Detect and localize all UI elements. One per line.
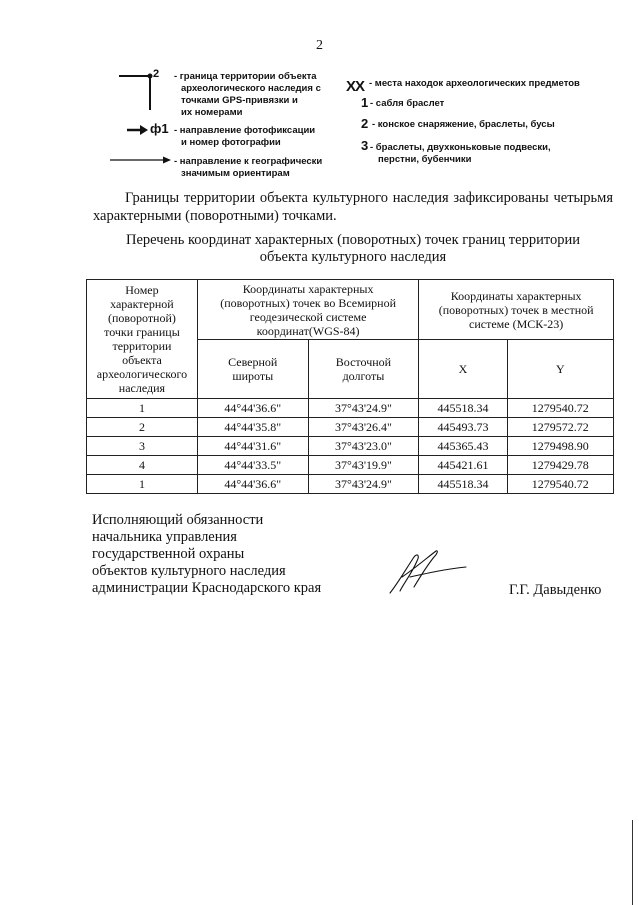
column-header-point-number: Номер характерной (поворотной) точки границы территории объекта археологического наследия bbox=[87, 280, 198, 399]
scan-edge-line bbox=[632, 820, 633, 905]
page-number: 2 bbox=[316, 38, 323, 53]
boundary-legend-text: - граница территории объекта археологического наследия с точками GPS-привязки и их номерами bbox=[174, 71, 321, 118]
finds-item-text: - конское снаряжение, браслеты, бусы bbox=[372, 119, 555, 130]
geo-arrow-icon bbox=[110, 155, 172, 165]
coordinates-table bbox=[86, 279, 614, 494]
handwritten-signature bbox=[384, 547, 474, 597]
finds-item-text: - сабля браслет bbox=[370, 98, 445, 109]
table-title: Перечень координат характерных (поворотных) точек границ территории объекта культурного наследия bbox=[125, 232, 581, 265]
table-row: 2 44°44'35.8" 37°43'26.4" 445493.73 1279572.72 bbox=[87, 418, 614, 437]
finds-item-number: 3 bbox=[361, 138, 369, 153]
signature-block: Исполняющий обязанности начальника управления государственной охраны объектов культурного наследия администрации Краснодарского края bbox=[92, 512, 322, 596]
geo-legend-text: - направление к географически значимым ориентирам bbox=[174, 156, 323, 179]
finds-marker-icon: XX bbox=[346, 78, 365, 95]
signer-name: Г.Г. Давыденко bbox=[509, 582, 602, 598]
body-paragraph: Границы территории объекта культурного наследия зафиксированы четырьмя характерными (поворотными) точками. bbox=[93, 190, 613, 224]
photo-marker-label: ф1 bbox=[150, 121, 169, 136]
subheader-y: Y bbox=[507, 340, 613, 399]
photo-legend-text: - направление фотофиксации и номер фотографии bbox=[174, 125, 316, 148]
finds-item-text: - браслеты, двухконьковые подвески, перстни, бубенчики bbox=[370, 142, 551, 165]
column-header-wgs84: Координаты характерных (поворотных) точек во Всемирной геодезической системе координат(WGS-84) bbox=[197, 280, 418, 340]
finds-item-number: 2 bbox=[361, 116, 369, 131]
subheader-north-latitude: Северной широты bbox=[197, 340, 308, 399]
finds-item-number: 1 bbox=[361, 95, 369, 110]
photo-arrow-icon bbox=[127, 125, 149, 135]
finds-legend-text: - места находок археологических предметов bbox=[369, 78, 580, 89]
column-header-msk23: Координаты характерных (поворотных) точек в местной системе (МСК-23) bbox=[419, 280, 614, 340]
boundary-line-icon bbox=[118, 70, 158, 114]
table-row: 1 44°44'36.6" 37°43'24.9" 445518.34 1279540.72 bbox=[87, 399, 614, 418]
table-row: 3 44°44'31.6" 37°43'23.0" 445365.43 1279498.90 bbox=[87, 437, 614, 456]
boundary-marker-number: 2 bbox=[153, 68, 160, 80]
subheader-east-longitude: Восточной долготы bbox=[308, 340, 419, 399]
table-row: 4 44°44'33.5" 37°43'19.9" 445421.61 1279429.78 bbox=[87, 456, 614, 475]
table-row: 1 44°44'36.6" 37°43'24.9" 445518.34 1279540.72 bbox=[87, 475, 614, 494]
subheader-x: X bbox=[419, 340, 507, 399]
